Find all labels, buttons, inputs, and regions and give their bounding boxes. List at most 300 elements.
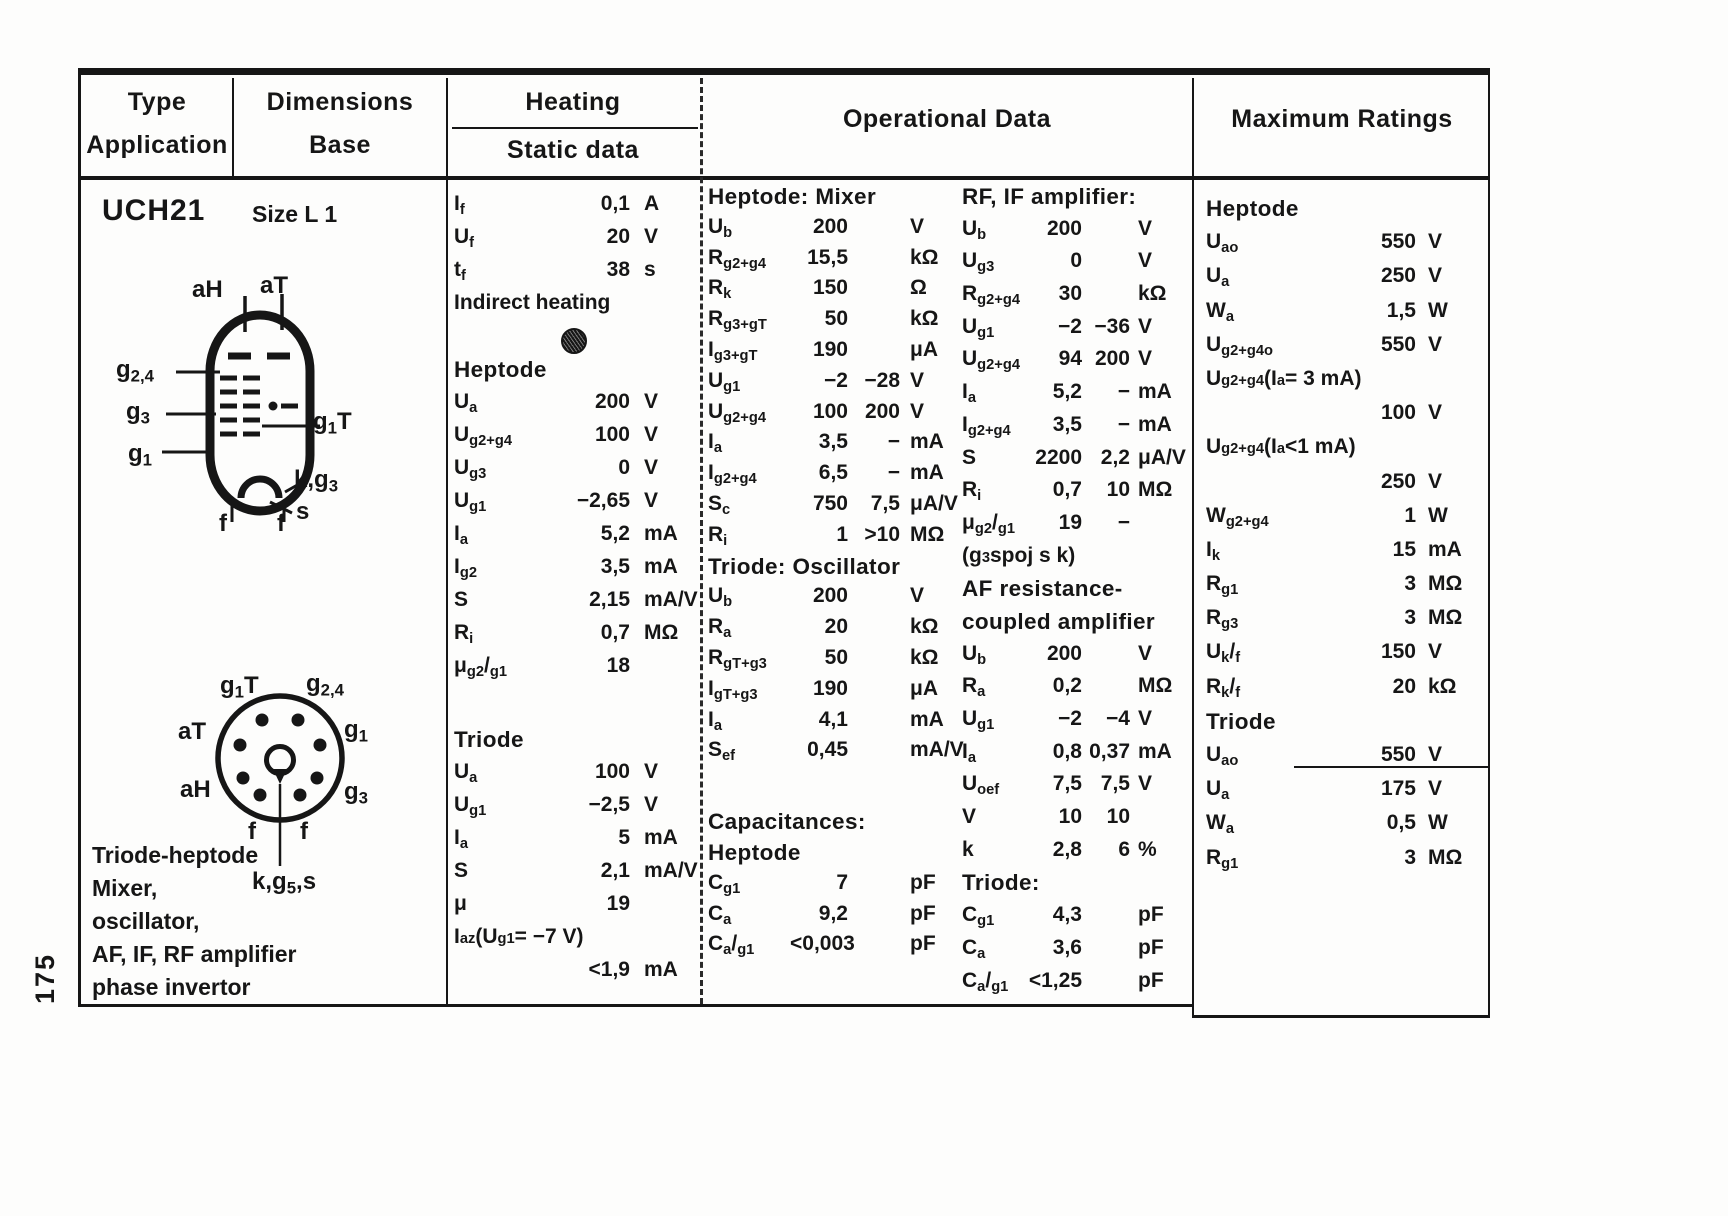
value-2: −36 (1094, 314, 1130, 338)
symbol: $I_{g2+g4}$ (708, 461, 757, 488)
data-row (1206, 333, 1484, 367)
unit: Ω (910, 276, 927, 300)
value-1: 175 (1380, 777, 1416, 801)
value-2: 2,2 (1100, 445, 1130, 469)
value-1: 4,1 (818, 707, 848, 731)
electrode-label: $g_{2,4}$ (306, 670, 345, 700)
value-1: 0,5 (1386, 811, 1416, 835)
unit: V (1428, 230, 1443, 254)
unit: V (644, 760, 659, 783)
value-1: 100 (812, 399, 848, 423)
symbol: $U_{ao}$ (1206, 230, 1239, 257)
symbol: $I_a$ (454, 826, 469, 853)
header-heating: Heating (525, 88, 621, 116)
value-1: 20 (1392, 674, 1416, 698)
unit: V (1138, 772, 1153, 796)
unit: V (1428, 777, 1443, 801)
unit: μA (910, 337, 939, 361)
section-heading: RF, IF amplifier: (962, 184, 1137, 209)
symbol: $I_{gT+g3}$ (708, 676, 758, 703)
symbol: $R_{g2+g4}$ (962, 282, 1021, 309)
data-row (708, 738, 964, 769)
data-row (708, 492, 958, 523)
value-1: 30 (1058, 282, 1082, 306)
value-1: 7 (836, 870, 848, 894)
data-row (962, 772, 1188, 805)
symbol: V (962, 805, 977, 829)
symbol: $I_{g2}$ (454, 555, 477, 582)
value-1: 3,5 (818, 430, 848, 454)
data-row (962, 478, 1188, 511)
value-2: −28 (864, 368, 900, 392)
data-row (1206, 640, 1484, 674)
data-row (454, 654, 694, 687)
value-2: − (1117, 510, 1130, 534)
data-row (1206, 504, 1484, 538)
value-2: 7,5 (1100, 772, 1130, 796)
value-1: 2,15 (589, 588, 630, 611)
value-1: 200 (594, 390, 630, 413)
value-1: 3 (1404, 572, 1416, 596)
unit: mA (644, 555, 678, 578)
symbol: $C_a$ (962, 935, 986, 962)
symbol: $R_a$ (708, 615, 732, 642)
value-2: >10 (864, 522, 900, 546)
unit: kΩ (910, 645, 939, 669)
value-1: 200 (812, 584, 848, 608)
unit: MΩ (1138, 478, 1173, 502)
value-2: −4 (1106, 707, 1130, 730)
electrode-label: $k,g_5,s$ (252, 868, 317, 898)
value-1: 200 (1046, 216, 1082, 240)
symbol: $I_{g3+gT}$ (708, 337, 758, 365)
symbol: $W_{g2+g4}$ (1206, 503, 1269, 530)
symbol: $S_c$ (708, 491, 731, 519)
symbol: $U_b$ (962, 641, 987, 668)
data-row (1206, 743, 1484, 777)
data-row (454, 225, 694, 258)
data-row (454, 892, 694, 925)
symbol: $R_k$ (708, 276, 732, 303)
header-base: Base (309, 131, 371, 159)
value-1: 5 (618, 826, 630, 849)
data-row (962, 838, 1188, 871)
unit: kΩ (1138, 282, 1167, 306)
symbol: $U_k/_f$ (1206, 640, 1241, 667)
unit: V (1428, 469, 1443, 493)
section-heading: Triode (454, 727, 524, 752)
unit: V (1138, 707, 1153, 730)
header-application: Application (86, 131, 228, 159)
data-row (1206, 230, 1484, 264)
value-1: 3 (1404, 845, 1416, 869)
value-1: 0,1 (600, 192, 630, 215)
value-1: 50 (824, 307, 848, 331)
value-1: 100 (1380, 401, 1416, 425)
spacer (454, 687, 694, 727)
unit: mA (644, 958, 678, 981)
value-1: 7,5 (1052, 772, 1082, 796)
value-1: 19 (1058, 510, 1082, 534)
value-2: 200 (1094, 347, 1130, 371)
data-row (708, 338, 958, 369)
symbol: $U_{g2+g4}$ (454, 423, 513, 450)
value-1: 550 (1380, 230, 1416, 254)
value-2: − (1117, 380, 1130, 404)
data-row (962, 413, 1188, 446)
table-border-top (78, 68, 1490, 75)
value-1: 190 (812, 676, 848, 700)
symbol: $R_a$ (962, 674, 986, 701)
symbol: $U_b$ (708, 214, 733, 241)
unit: V (910, 214, 925, 238)
symbol: S (454, 588, 469, 611)
data-row (962, 249, 1188, 282)
symbol: $R_i$ (962, 478, 982, 505)
operational-data-left-column (708, 184, 964, 963)
data-row (708, 246, 958, 277)
data-row (708, 461, 958, 492)
text-line: U g2+g4 (I a <1 mA) (1206, 435, 1356, 459)
value-1: 38 (606, 258, 630, 281)
unit: pF (1138, 903, 1164, 927)
symbol: $U_a$ (1206, 264, 1230, 291)
value-1: 1 (1404, 503, 1416, 527)
unit: kΩ (910, 307, 939, 331)
value-1: 0,2 (1052, 674, 1082, 698)
value-1: 4,3 (1052, 903, 1082, 927)
tube-type: UCH21 (102, 194, 206, 227)
header-rule (78, 176, 1490, 180)
operational-data-right-column (962, 184, 1188, 1001)
value-1: 0,7 (1052, 478, 1082, 502)
symbol: $I_a$ (708, 430, 723, 457)
symbol: $U_{oef}$ (962, 772, 1000, 799)
value-1: 15 (1392, 537, 1416, 561)
data-row (962, 282, 1188, 315)
data-row (1206, 606, 1484, 640)
unit: pF (910, 901, 936, 925)
value-2: 10 (1106, 805, 1130, 829)
value-1: 3,5 (1052, 412, 1082, 436)
header-operational-data: Operational Data (842, 105, 1052, 133)
value-1: 20 (824, 615, 848, 639)
data-row (962, 217, 1188, 250)
symbol: $C_a/_{g1}$ (708, 932, 755, 959)
unit: V (1428, 640, 1443, 664)
data-row (1206, 675, 1484, 709)
data-row (708, 584, 958, 615)
unit: mA (1138, 380, 1172, 404)
data-row (454, 621, 694, 654)
value-1: −2 (1058, 314, 1082, 338)
unit: V (644, 793, 659, 816)
symbol: $U_{g2+g4}$ (962, 347, 1021, 374)
unit: V (1138, 641, 1153, 665)
data-row (708, 400, 958, 431)
value-1: 50 (824, 645, 848, 669)
unit: V (910, 399, 925, 423)
unit: mA/V (644, 859, 698, 882)
symbol: $U_{g1}$ (962, 314, 995, 341)
value-2: − (887, 461, 900, 485)
unit: W (1428, 811, 1448, 835)
value-1: 5,2 (1052, 380, 1082, 404)
symbol: $I_{g2+g4}$ (962, 412, 1011, 439)
symbol: $U_{g2+g4o}$ (1206, 332, 1274, 359)
text-line: I az (U g1 = −7 V) (454, 925, 584, 948)
value-1: 550 (1380, 332, 1416, 356)
unit: mA (1138, 412, 1172, 436)
symbol: $R_i$ (708, 522, 728, 549)
symbol: μ (454, 892, 467, 915)
electrode-label: aH (180, 776, 211, 803)
data-row (1206, 401, 1484, 435)
maximum-ratings-column (1206, 196, 1484, 880)
unit: V (644, 423, 659, 446)
value-2: 7,5 (870, 491, 900, 515)
symbol: $I_a$ (454, 522, 469, 549)
data-row (454, 588, 698, 621)
unit: V (1428, 264, 1443, 288)
value-1: 94 (1058, 347, 1082, 371)
symbol: $U_{g3}$ (454, 456, 487, 483)
data-row (708, 430, 958, 461)
data-row (962, 674, 1188, 707)
data-row (454, 555, 694, 588)
unit: V (1138, 249, 1153, 273)
data-row (1206, 538, 1484, 572)
value-2: 6 (1118, 837, 1130, 861)
data-row (708, 646, 958, 677)
data-row (1206, 846, 1484, 880)
unit: kΩ (1428, 674, 1457, 698)
unit: V (1138, 314, 1153, 338)
value-1: 2,1 (600, 859, 630, 882)
unit: V (644, 390, 659, 413)
section-heading: coupled amplifier (962, 608, 1156, 634)
value-1: 1,5 (1386, 298, 1416, 322)
value-1: 1 (836, 522, 848, 546)
header-static-data: Static data (507, 136, 639, 164)
electrode-label: f (219, 510, 227, 537)
data-row (708, 708, 958, 739)
value-2: 10 (1106, 478, 1130, 502)
unit: mA (910, 461, 944, 485)
unit: pF (910, 870, 936, 894)
value-1: 19 (606, 892, 630, 915)
section-heading: Heptode (1206, 196, 1299, 221)
value-1: 250 (1380, 264, 1416, 288)
header-maximum-ratings: Maximum Ratings (1231, 105, 1453, 133)
heating-static-data-column (454, 192, 698, 991)
data-row (708, 677, 958, 708)
unit: s (644, 258, 656, 281)
text-line: AF, IF, RF amplifier (92, 941, 297, 967)
unit: V (1428, 401, 1443, 425)
symbol: $C_a$ (708, 901, 732, 928)
value-1: 2200 (1035, 445, 1082, 469)
symbol: $I_f$ (454, 192, 465, 219)
data-row (1206, 777, 1484, 811)
icon-line (454, 324, 694, 357)
value-1: 550 (1380, 743, 1416, 766)
symbol: $U_a$ (1206, 777, 1230, 804)
electrode-label: aT (178, 718, 207, 745)
heating-header-split-rule (452, 127, 698, 129)
value-1: 20 (606, 225, 630, 248)
data-row (962, 511, 1188, 544)
unit: MΩ (1428, 572, 1463, 596)
symbol: $R_{g1}$ (1206, 845, 1239, 872)
value-2: − (1117, 412, 1130, 436)
symbol: $I_a$ (962, 380, 977, 407)
unit: μA/V (910, 491, 958, 515)
symbol: $I_a$ (962, 739, 977, 766)
unit: V (1428, 332, 1443, 356)
data-row (454, 489, 694, 522)
data-row (454, 192, 694, 225)
tube-base-pinout-diagram (218, 696, 342, 866)
data-row (962, 969, 1188, 1002)
value-1: 150 (1380, 640, 1416, 664)
value-1: −2 (824, 368, 848, 392)
unit: MΩ (644, 621, 679, 644)
section-heading: Triode (1206, 708, 1276, 734)
section-heading: Capacitances: (708, 809, 866, 835)
symbol: $W_a$ (1206, 811, 1234, 838)
unit: MΩ (1138, 674, 1173, 698)
electrode-label: $k,g_3$ (294, 466, 339, 496)
data-row (962, 642, 1188, 675)
value-1: 250 (1380, 469, 1416, 493)
value-1: <1,9 (588, 958, 630, 981)
data-row (1206, 811, 1484, 845)
electrode-label: f (277, 510, 285, 537)
unit: V (644, 456, 659, 479)
value-1: 3,6 (1052, 935, 1082, 959)
electrode-label: f (248, 818, 256, 845)
value-1: 750 (812, 491, 848, 515)
electrode-label: $g_1$ (128, 440, 153, 470)
symbol: $I_k$ (1206, 537, 1221, 564)
tube-diagrams (80, 260, 460, 880)
unit: V (644, 225, 659, 248)
data-row (1206, 572, 1484, 606)
unit: mA (644, 826, 678, 849)
unit: V (910, 584, 925, 608)
data-row (454, 859, 698, 892)
symbol: $R_{gT+g3}$ (708, 645, 767, 673)
symbol: $U_{ao}$ (1206, 743, 1239, 770)
data-row (962, 315, 1188, 348)
unit: mA (910, 707, 944, 731)
symbol: $W_a$ (1206, 298, 1234, 325)
text-line: Mixer, (92, 875, 158, 901)
data-row (962, 903, 1188, 936)
unit: V (644, 489, 659, 512)
symbol: $R_{g3+gT}$ (708, 307, 767, 334)
data-row (454, 522, 694, 555)
value-1: 150 (812, 276, 848, 300)
section-heading: Heptode (708, 839, 801, 865)
electrode-label: s (296, 498, 310, 525)
data-row (1206, 264, 1484, 298)
symbol: $R_{g2+g4}$ (708, 245, 767, 272)
value-1: 190 (812, 337, 848, 361)
value-1: 0 (618, 456, 630, 479)
electrode-label: $g_1$ (344, 716, 369, 746)
electrode-label: f (300, 818, 308, 845)
data-row (1206, 470, 1484, 504)
data-row (454, 390, 694, 423)
symbol: $U_{g1}$ (454, 489, 487, 516)
data-row (962, 936, 1188, 969)
symbol: $U_a$ (454, 390, 478, 417)
symbol: $U_{g3}$ (962, 249, 995, 276)
value-1: −2 (1058, 707, 1082, 730)
section-heading: Triode: Oscillator (708, 553, 901, 579)
header-dimensions: Dimensions (266, 88, 414, 116)
symbol: $R_{g3}$ (1206, 606, 1239, 633)
symbol: $R_k/_f$ (1206, 674, 1241, 701)
unit: V (910, 368, 925, 392)
electrode-label: aT (260, 272, 289, 299)
value-1: −2,65 (576, 489, 630, 512)
data-row (708, 369, 958, 400)
value-1: 15,5 (807, 245, 848, 269)
tube-size: Size L 1 (252, 201, 338, 227)
value-1: 100 (594, 423, 630, 446)
section-heading: Heptode: Mixer (708, 184, 877, 209)
value-1: 3,5 (600, 555, 630, 578)
divider-operational-maximum (1192, 78, 1194, 1016)
unit: kΩ (910, 245, 939, 269)
value-1: 18 (606, 654, 630, 677)
symbol: $U_{g1}$ (962, 707, 995, 734)
data-row (708, 932, 958, 963)
symbol: $U_b$ (708, 584, 733, 611)
section-heading: AF resistance- (962, 576, 1123, 602)
unit: mA/V (644, 588, 698, 611)
table-border-bottom-right (1192, 1015, 1490, 1018)
unit: V (1428, 743, 1443, 766)
value-1: <0,003 (790, 932, 855, 956)
unit: μA (910, 676, 939, 700)
data-row (708, 276, 958, 307)
unit: V (1138, 347, 1153, 371)
unit: A (644, 192, 660, 215)
electrode-label: $g_3$ (344, 778, 369, 808)
electrode-label: aH (192, 276, 223, 303)
symbol: $I_a$ (708, 707, 723, 734)
page-number: 175 (30, 952, 60, 1004)
symbol: $R_{g1}$ (1206, 572, 1239, 599)
unit: mA (1428, 537, 1462, 561)
unit: mA (1138, 739, 1172, 763)
value-1: 9,2 (818, 901, 848, 925)
unit: μA/V (1138, 445, 1186, 469)
data-row (962, 446, 1188, 479)
data-row (708, 902, 958, 933)
symbol: $C_a/_{g1}$ (962, 968, 1009, 995)
unit: V (1138, 216, 1153, 240)
unit: mA/V (910, 738, 964, 762)
electrode-label: $g_1T$ (220, 672, 259, 702)
table-border-right (1488, 68, 1490, 1018)
data-row (454, 793, 694, 826)
unit: kΩ (910, 615, 939, 639)
